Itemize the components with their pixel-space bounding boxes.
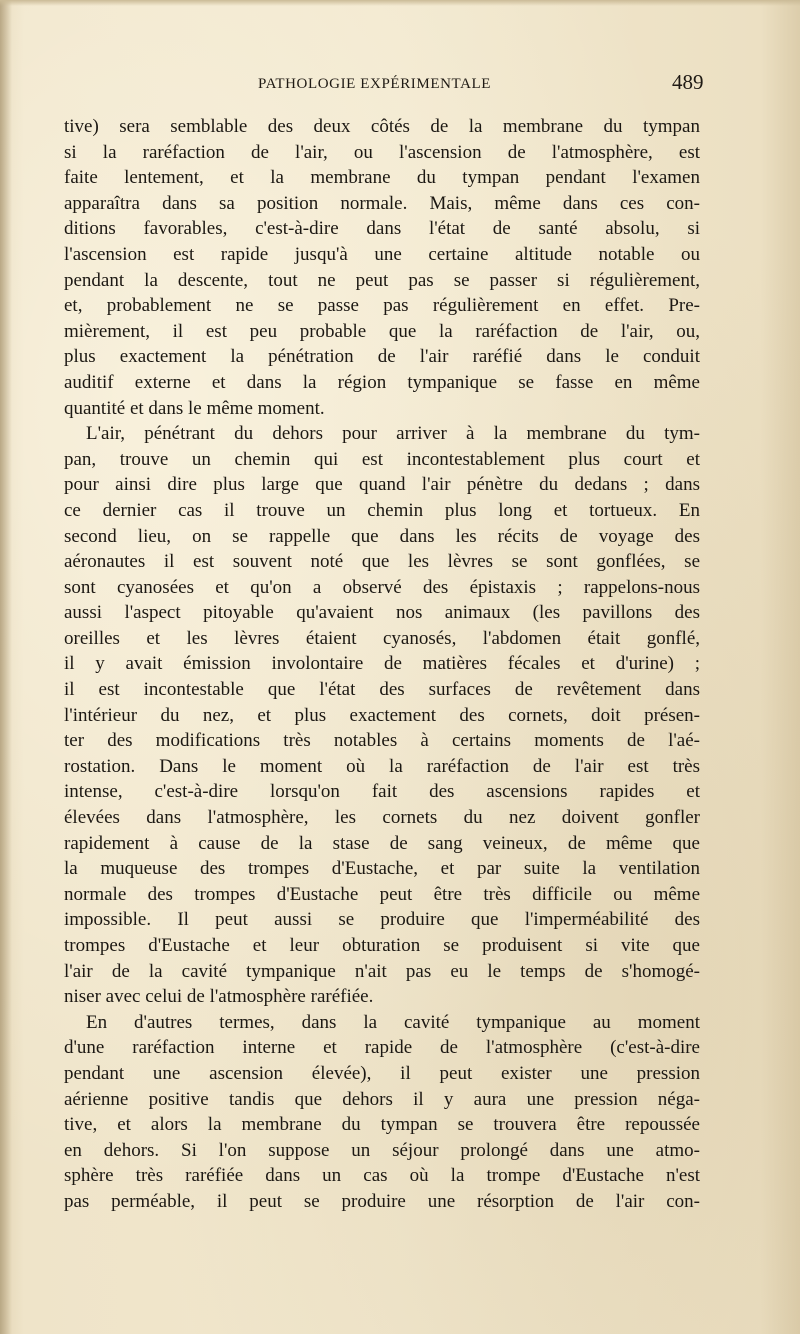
text-line: auditif externe et dans la région tympanique se fasse en même [64, 371, 700, 393]
text-line: aussi l'aspect pitoyable qu'avaient nos animaux (les pavillons des [64, 602, 700, 624]
text-line: niser avec celui de l'atmosphère raréfiée. [64, 986, 374, 1008]
text-line: ter des modifications très notables à certains moments de l'aé- [64, 730, 700, 752]
text-line: l'air de la cavité tympanique n'ait pas eu le temps de s'homogé- [64, 960, 700, 982]
text-line: pour ainsi dire plus large que quand l'air pénètre du dedans ; dans [64, 474, 700, 496]
text-line: faite lentement, et la membrane du tympan pendant l'examen [64, 167, 700, 189]
text-line: si la raréfaction de l'air, ou l'ascension de l'atmosphère, est [64, 141, 700, 163]
text-line: sont cyanosées et qu'on a observé des épistaxis ; rappelons-nous [64, 576, 700, 598]
body-text [64, 114, 700, 1215]
text-line: rostation. Dans le moment où la raréfaction de l'air est très [64, 755, 700, 777]
text-line: trompes d'Eustache et leur obturation se produisent si vite que [64, 935, 700, 956]
page-number: 489 [672, 70, 704, 94]
running-title: PATHOLOGIE EXPÉRIMENTALE [258, 76, 492, 92]
text-line: d'une raréfaction interne et rapide de l'atmosphère (c'est-à-dire [64, 1037, 700, 1059]
page-gutter-shadow [0, 0, 12, 1334]
text-line: apparaîtra dans sa position normale. Mais, même dans ces con- [64, 192, 700, 214]
text-line: pendant une ascension élevée), il peut exister une pression [64, 1062, 700, 1084]
text-line: tive) sera semblable des deux côtés de la membrane du tympan [64, 116, 700, 137]
text-line: L'air, pénétrant du dehors pour arriver à la membrane du tym- [86, 423, 700, 445]
text-line: élevées dans l'atmosphère, les cornets du nez doivent gonfler [64, 807, 700, 829]
text-line: intense, c'est-à-dire lorsqu'on fait des ascensions rapides et [64, 781, 700, 803]
text-line: quantité et dans le même moment. [64, 397, 325, 419]
text-line: rapidement à cause de la stase de sang veineux, de même que [64, 832, 700, 854]
text-line: tive, et alors la membrane du tympan se trouvera être repoussée [64, 1114, 700, 1136]
text-line: aérienne positive tandis que dehors il y aura une pression néga- [64, 1088, 700, 1110]
text-line: ditions favorables, c'est-à-dire dans l'état de santé absolu, si [64, 218, 700, 240]
text-line: il y avait émission involontaire de matières fécales et d'urine) ; [64, 653, 700, 675]
text-line: En d'autres termes, dans la cavité tympanique au moment [86, 1011, 700, 1033]
text-line: pan, trouve un chemin qui est incontestablement plus court et [64, 448, 700, 470]
text-line: aéronautes il est souvent noté que les lèvres se sont gonflées, se [64, 551, 700, 573]
text-line: oreilles et les lèvres étaient cyanosés, l'abdomen était gonflé, [64, 627, 700, 649]
text-line: ce dernier cas il trouve un chemin plus long et tortueux. En [64, 499, 700, 521]
text-line: plus exactement la pénétration de l'air raréfié dans le conduit [64, 346, 700, 368]
page-top-shadow [0, 0, 800, 6]
text-line: pas perméable, il peut se produire une résorption de l'air con- [64, 1190, 700, 1212]
text-line: et, probablement ne se passe pas régulièrement en effet. Pre- [64, 295, 700, 317]
text-line: normale des trompes d'Eustache peut être très difficile ou même [64, 883, 700, 905]
text-line: l'intérieur du nez, et plus exactement des cornets, doit présen- [64, 704, 700, 726]
text-line: mièrement, il est peu probable que la raréfaction de l'air, ou, [64, 320, 700, 342]
page-header [0, 72, 800, 98]
text-line: la muqueuse des trompes d'Eustache, et par suite la ventilation [64, 858, 700, 880]
text-line: second lieu, on se rappelle que dans les récits de voyage des [64, 525, 700, 547]
text-line: pendant la descente, tout ne peut pas se passer si régulièrement, [64, 269, 700, 291]
text-line: il est incontestable que l'état des surfaces de revêtement dans [64, 679, 700, 701]
text-line: l'ascension est rapide jusqu'à une certaine altitude notable ou [64, 243, 700, 265]
text-line: impossible. Il peut aussi se produire que l'imperméabilité des [64, 909, 700, 931]
text-line: sphère très raréfiée dans un cas où la trompe d'Eustache n'est [64, 1165, 700, 1187]
text-line: en dehors. Si l'on suppose un séjour prolongé dans une atmo- [64, 1139, 700, 1161]
